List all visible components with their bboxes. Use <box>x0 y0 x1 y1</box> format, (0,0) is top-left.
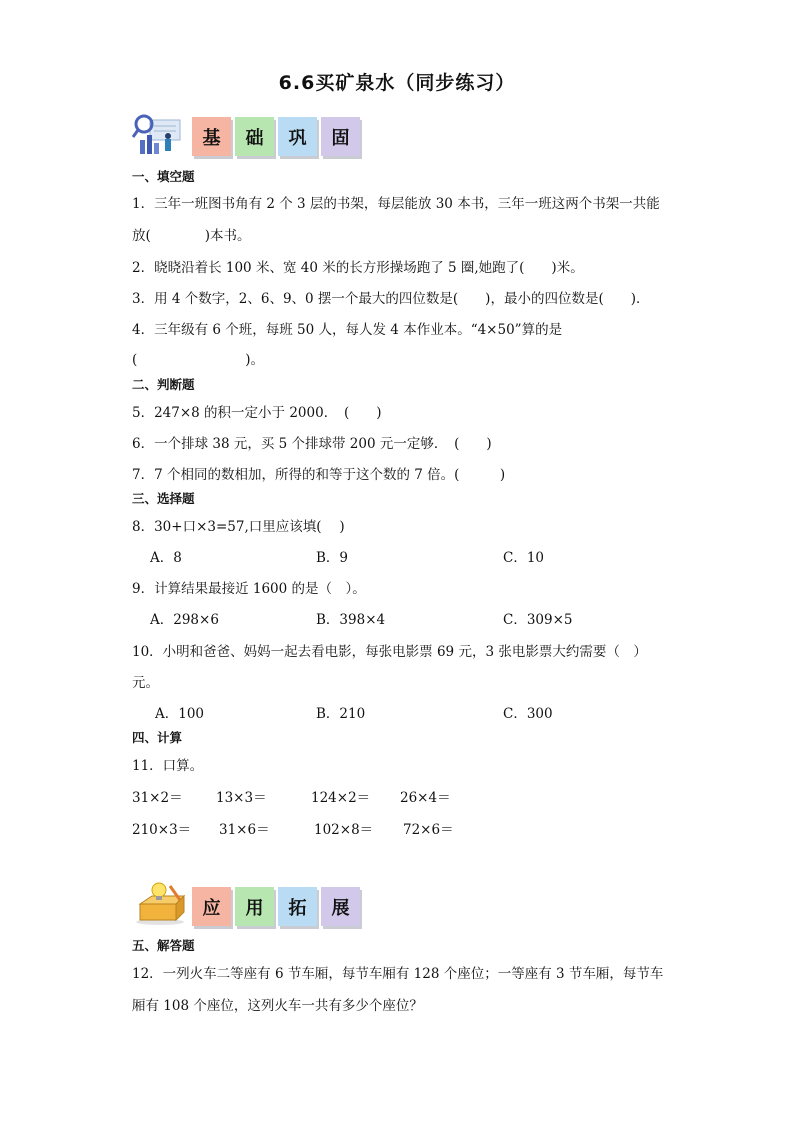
question-9: 9．计算结果最接近 1600 的是（ ）。 <box>132 581 366 597</box>
mental-math-item: 102×8＝ <box>314 822 374 838</box>
question-8: 8．30+口×3=57,口里应该填( ) <box>132 519 345 535</box>
tile: 巩 <box>278 117 317 156</box>
mental-math-item: 26×4＝ <box>400 790 451 806</box>
banner-basic <box>132 110 364 156</box>
option: A．8 <box>150 550 182 566</box>
tile: 础 <box>235 117 274 156</box>
question-2: 2．晓晓沿着长 100 米、宽 40 米的长方形操场跑了 5 圈,她跑了( )米。 <box>132 260 584 276</box>
mental-math-item: 31×2＝ <box>132 790 183 806</box>
option: B．210 <box>316 706 366 722</box>
question-1-cont: 放( )本书。 <box>132 228 251 244</box>
mental-math-item: 210×3＝ <box>132 822 192 838</box>
question-4-cont: ( )。 <box>132 352 265 368</box>
option: C．309×5 <box>503 612 573 628</box>
banner-extend <box>132 880 364 926</box>
question-7: 7．7 个相同的数相加，所得的和等于这个数的 7 倍。( ) <box>132 467 506 483</box>
question-4: 4．三年级有 6 个班，每班 50 人，每人发 4 本作业本。“4×50”算的是 <box>132 322 563 338</box>
question-3: 3．用 4 个数字，2、6、9、0 摆一个最大的四位数是( )，最小的四位数是( )． <box>132 291 650 307</box>
tile: 拓 <box>278 887 317 926</box>
page-title: 6.6买矿泉水（同步练习） <box>278 72 516 94</box>
question-10-cont: 元。 <box>132 675 159 691</box>
question-10: 10．小明和爸爸、妈妈一起去看电影，每张电影票 69 元，3 张电影票大约需要（ ） <box>132 644 647 660</box>
tile: 基 <box>192 117 231 156</box>
section-heading: 二、判断题 <box>132 377 195 392</box>
tile: 应 <box>192 887 231 926</box>
tile: 固 <box>321 117 360 156</box>
option: A．298×6 <box>150 612 219 628</box>
option: C．300 <box>503 706 553 722</box>
question-12: 12．一列火车二等座有 6 节车厢，每节车厢有 128 个座位；一等座有 3 节车厢，每节车 <box>132 966 664 982</box>
option: B．9 <box>316 550 349 566</box>
mental-math-item: 124×2＝ <box>311 790 371 806</box>
option: A．100 <box>155 706 205 722</box>
section-heading: 一、填空题 <box>132 169 195 184</box>
question-5: 5．247×8 的积一定小于 2000． ( ) <box>132 405 382 421</box>
section-heading: 五、解答题 <box>132 938 195 953</box>
mental-math-item: 72×6＝ <box>403 822 454 838</box>
mental-math-item: 31×6＝ <box>219 822 270 838</box>
mental-math-item: 13×3＝ <box>216 790 267 806</box>
section-heading: 三、选择题 <box>132 491 195 506</box>
lightbulb-box-icon <box>132 880 188 926</box>
magnifier-person-icon <box>132 110 188 156</box>
tile: 展 <box>321 887 360 926</box>
option: C．10 <box>503 550 545 566</box>
section-heading: 四、计算 <box>132 730 183 745</box>
question-6: 6．一个排球 38 元，买 5 个排球带 200 元一定够． ( ) <box>132 436 492 452</box>
option: B．398×4 <box>316 612 386 628</box>
question-12-cont: 厢有 108 个座位，这列火车一共有多少个座位？ <box>132 998 423 1014</box>
tile: 用 <box>235 887 274 926</box>
question-11: 11．口算。 <box>132 758 204 774</box>
question-1: 1．三年一班图书角有 2 个 3 层的书架，每层能放 30 本书，三年一班这两个书架一共能 <box>132 196 660 212</box>
